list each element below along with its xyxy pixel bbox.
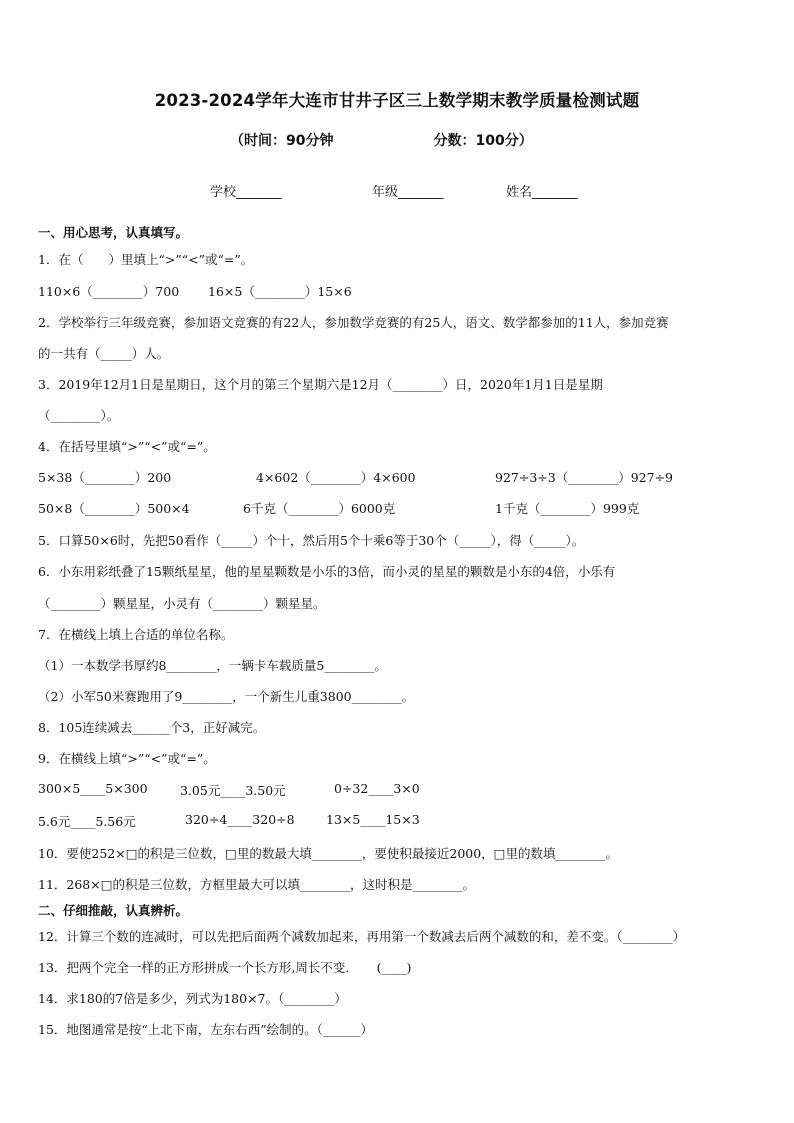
- question-7: 7．在横线上填上合适的单位名称。: [38, 627, 234, 642]
- question-6-line-1: 6．小东用彩纸叠了15颗纸星星，他的星星颗数是小乐的3倍，而小灵的星星的颗数是小东的4倍，小乐有: [38, 564, 616, 579]
- question-15[interactable]: 15．地图通常是按“上北下南，左东右西”绘制的。（______）: [38, 1022, 373, 1037]
- question-12[interactable]: 12．计算三个数的连减时，可以先把后面两个减数加起来，再用第一个数减去后两个减数的和，差不变。（________）: [38, 929, 686, 944]
- question-11[interactable]: 11．268×□的积是三位数，方框里最大可以填________，这时积是________。: [38, 877, 476, 892]
- question-13[interactable]: 13．把两个完全一样的正方形拼成一个长方形,周长不变． (____): [38, 960, 412, 975]
- question-4-item[interactable]: 4×602（________）4×600: [256, 470, 416, 485]
- question-4-item[interactable]: 1千克（________）999克: [495, 501, 640, 516]
- question-8[interactable]: 8．105连续减去______个3，正好减完。: [38, 720, 266, 735]
- question-4: 4．在括号里填“>”“<”或“=”。: [38, 439, 216, 454]
- question-1: 1．在（ ）里填上“>”“<”或“=”。: [38, 252, 254, 267]
- question-2-line-2[interactable]: 的一共有（_____）人。: [38, 346, 170, 361]
- question-7-sub-1[interactable]: （1）一本数学书厚约8________，一辆卡车载质量5________。: [38, 658, 387, 673]
- section-2-heading: 二、仔细推敲，认真辨析。: [38, 903, 189, 918]
- question-1a[interactable]: 110×6（________）700: [38, 284, 180, 299]
- question-4-item[interactable]: 5×38（________）200: [38, 470, 172, 485]
- question-5[interactable]: 5．口算50×6时，先把50看作（_____）个十，然后用5个十乘6等于30个（_____），得（_____）。: [38, 533, 585, 548]
- exam-subtitle: [230, 130, 533, 150]
- question-9-item[interactable]: 5.6元____5.56元: [38, 814, 136, 829]
- question-3-line-2[interactable]: （________）。: [38, 408, 120, 423]
- question-3-line-1[interactable]: 3．2019年12月1日是星期日，这个月的第三个星期六是12月（________）日，2020年1月1日是星期: [38, 377, 603, 392]
- question-9-item[interactable]: 13×5____15×3: [326, 812, 420, 827]
- school-field[interactable]: 学校_______: [210, 185, 282, 200]
- question-2-line-1: 2．学校举行三年级竞赛，参加语文竞赛的有22人，参加数学竞赛的有25人，语文、数学都参加的11人，参加竞赛: [38, 315, 669, 330]
- question-14[interactable]: 14．求180的7倍是多少，列式为180×7。（________）: [38, 991, 347, 1006]
- question-9-item[interactable]: 320÷4____320÷8: [185, 812, 295, 827]
- grade-field[interactable]: 年级_______: [372, 185, 444, 200]
- question-6-line-2[interactable]: （________）颗星星，小灵有（________）颗星星。: [38, 596, 326, 611]
- question-7-sub-2[interactable]: （2）小军50米赛跑用了9________，一个新生儿重3800________。: [38, 689, 415, 704]
- page-title: 2023-2024学年大连市甘井子区三上数学期末教学质量检测试题: [154, 91, 640, 110]
- question-10[interactable]: 10．要使252×□的积是三位数，□里的数最大填________，要使积最接近2000，□里的数填________。: [38, 846, 618, 861]
- question-4-item[interactable]: 927÷3÷3（________）927÷9: [495, 470, 673, 485]
- name-field[interactable]: 姓名_______: [506, 185, 578, 200]
- question-1b[interactable]: 16×5（________）15×6: [208, 284, 352, 299]
- question-9: 9．在横线上填“>”“<”或“=”。: [38, 751, 216, 766]
- time-limit: （时间：90分钟: [230, 133, 334, 149]
- question-4-item[interactable]: 50×8（________）500×4: [38, 501, 190, 516]
- total-score: 分数：100分）: [433, 133, 533, 149]
- question-9-item[interactable]: 300×5____5×300: [38, 781, 148, 796]
- question-9-item[interactable]: 3.05元____3.50元: [180, 783, 286, 798]
- question-4-item[interactable]: 6千克（________）6000克: [243, 501, 396, 516]
- section-1-heading: 一、用心思考，认真填写。: [38, 225, 189, 240]
- question-9-item[interactable]: 0÷32____3×0: [334, 781, 420, 796]
